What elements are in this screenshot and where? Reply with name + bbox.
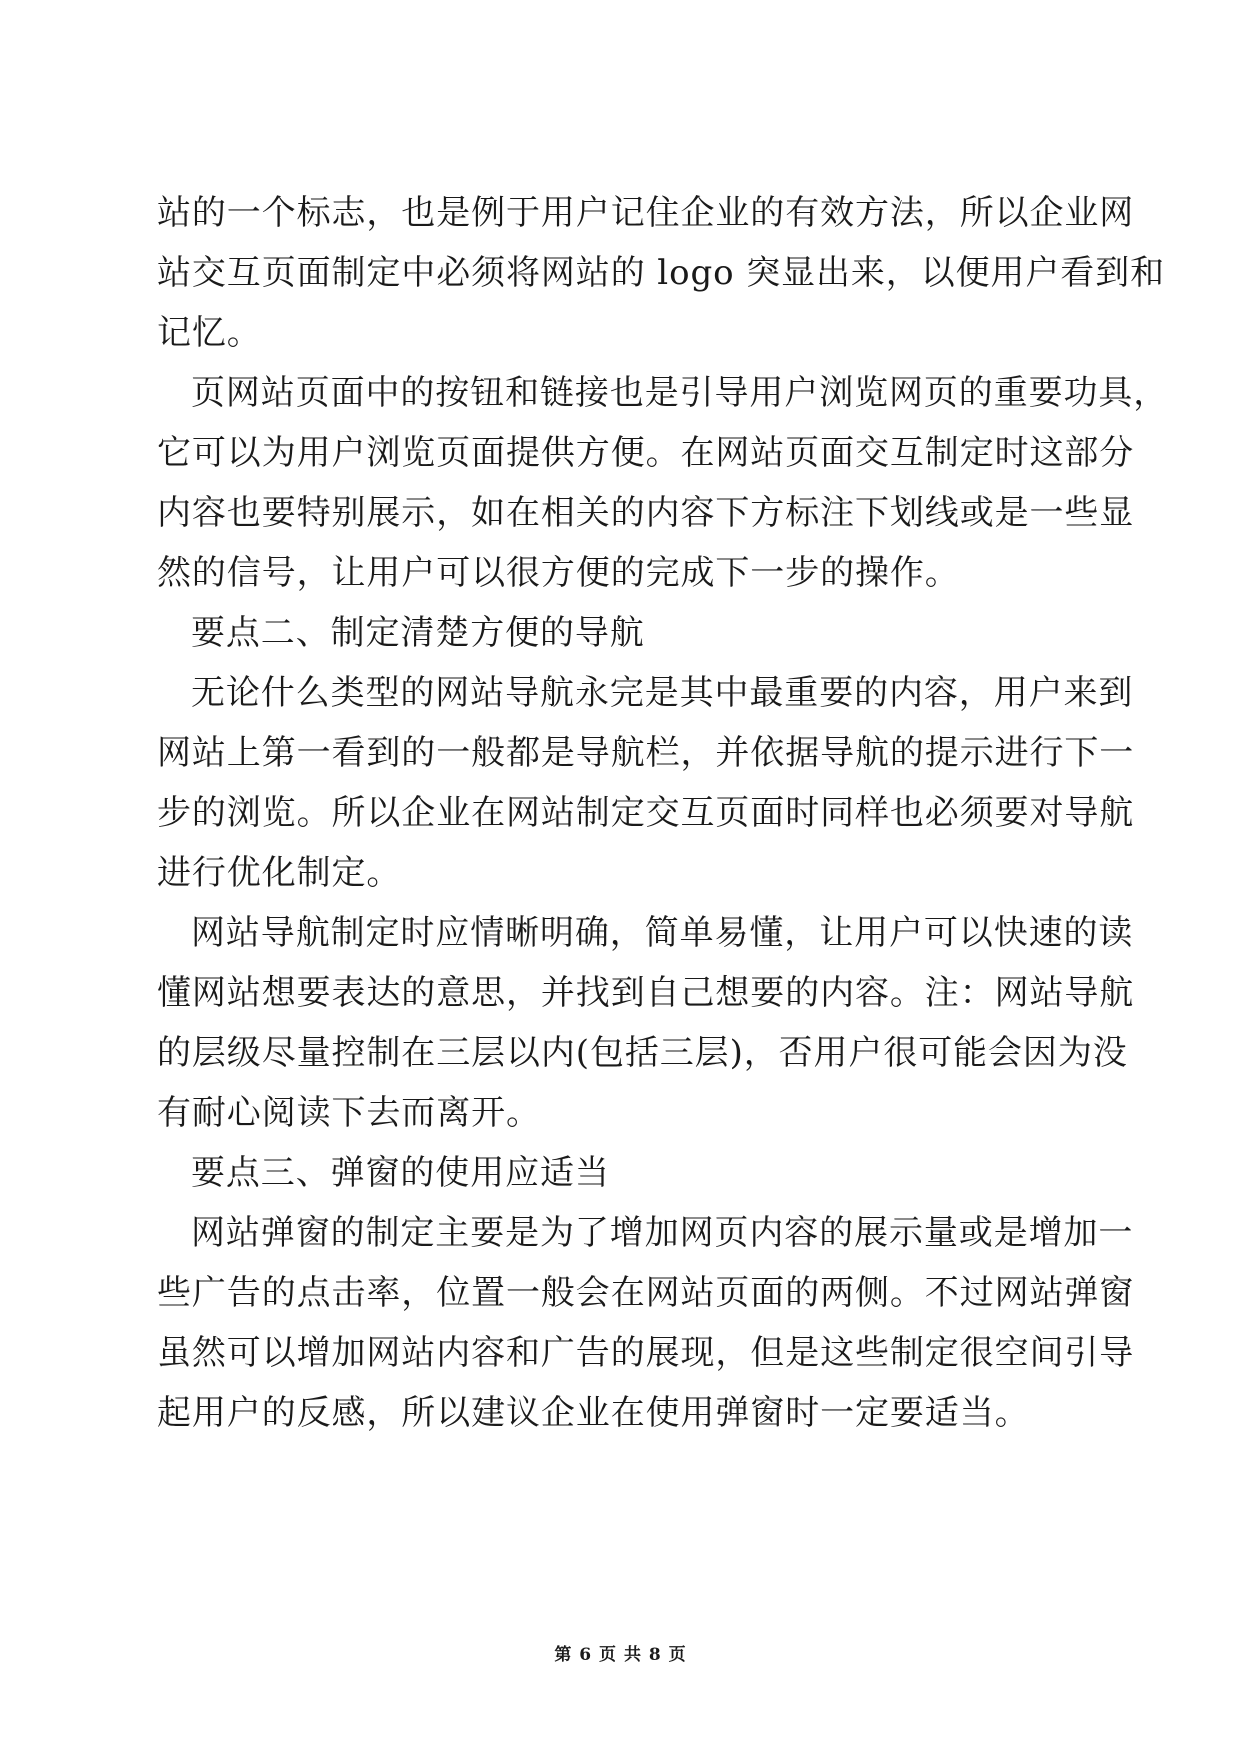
text-line: 有耐心阅读下去而离开。 [157, 1093, 541, 1133]
text-line: 站交互页面制定中必须将网站的 logo 突显出来，以便用户看到和 [157, 253, 1165, 293]
text-line: 然的信号，让用户可以很方便的完成下一步的操作。 [157, 553, 960, 593]
text-line: 虽然可以增加网站内容和广告的展现，但是这些制定很空间引导 [157, 1333, 1135, 1373]
text-line: 记忆。 [157, 313, 262, 353]
paragraph-first-line: 无论什么类型的网站导航永完是其中最重要的内容，用户来到 [191, 673, 1134, 713]
paragraph-first-line: 网站弹窗的制定主要是为了增加网页内容的展示量或是增加一 [191, 1213, 1134, 1253]
paragraph-first-line: 网站导航制定时应情晰明确，简单易懂，让用户可以快速的读 [191, 913, 1134, 953]
text-line: 的层级尽量控制在三层以内(包括三层)，否用户很可能会因为没 [157, 1033, 1128, 1073]
text-line: 起用户的反感，所以建议企业在使用弹窗时一定要适当。 [157, 1393, 1030, 1433]
text-line: 懂网站想要表达的意思，并找到自己想要的内容。注：网站导航 [157, 973, 1135, 1013]
paragraph-first-line: 页网站页面中的按钮和链接也是引导用户浏览网页的重要功具， [191, 373, 1169, 413]
text-line: 网站上第一看到的一般都是导航栏，并依据导航的提示进行下一 [157, 733, 1135, 773]
text-line: 步的浏览。所以企业在网站制定交互页面时同样也必须要对导航 [157, 793, 1135, 833]
text-line: 它可以为用户浏览页面提供方便。在网站页面交互制定时这部分 [157, 433, 1135, 473]
text-line: 内容也要特别展示，如在相关的内容下方标注下划线或是一些显 [157, 493, 1135, 533]
section-heading: 要点二、制定清楚方便的导航 [191, 613, 645, 653]
text-line: 进行优化制定。 [157, 853, 402, 893]
section-heading: 要点三、弹窗的使用应适当 [191, 1153, 610, 1193]
text-line: 站的一个标志，也是例于用户记住企业的有效方法，所以企业网 [157, 193, 1135, 233]
document-body [157, 183, 1169, 1443]
text-line: 些广告的点击率，位置一般会在网站页面的两侧。不过网站弹窗 [157, 1273, 1135, 1313]
page-number-footer: 第 6 页 共 8 页 [554, 1645, 687, 1665]
